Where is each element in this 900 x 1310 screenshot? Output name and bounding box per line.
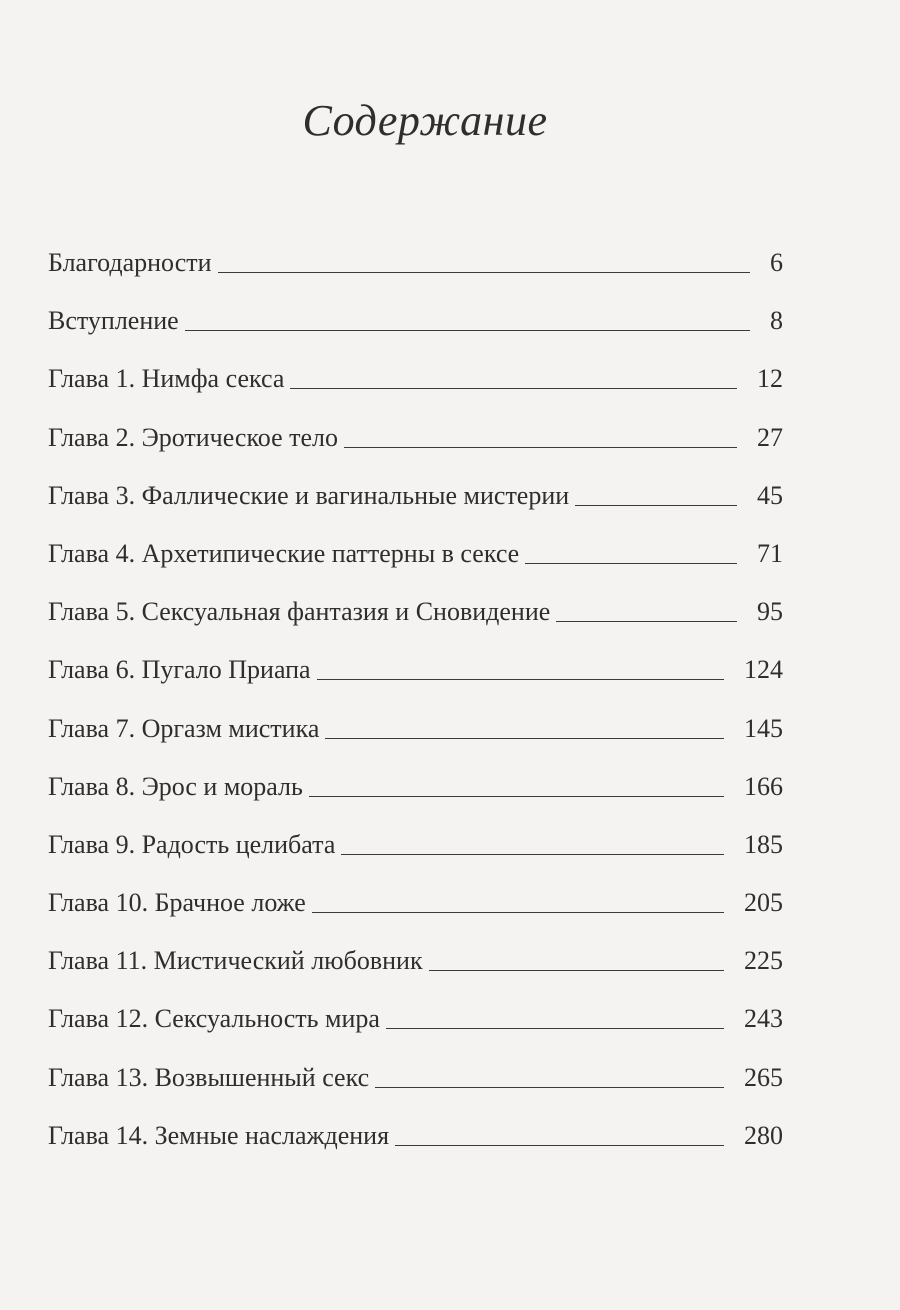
- toc-leader-line: [556, 621, 737, 622]
- toc-entry-page: 45: [757, 480, 783, 510]
- toc-leader-line: [185, 330, 750, 331]
- toc-entry-page: 185: [744, 829, 783, 859]
- toc-entry[interactable]: [48, 714, 783, 772]
- toc-entry-page: 8: [770, 306, 783, 336]
- toc-leader-line: [218, 272, 750, 273]
- toc-entry-page: 6: [770, 248, 783, 277]
- toc-entry-page: 265: [744, 1062, 783, 1092]
- toc-leader-line: [309, 796, 724, 797]
- toc-entry[interactable]: [48, 655, 783, 713]
- toc-leader-line: [575, 505, 737, 506]
- toc-entry[interactable]: [48, 423, 783, 481]
- toc-entry[interactable]: [48, 1004, 783, 1062]
- toc-entry-label: Глава 6. Пугало Приапа: [48, 655, 311, 685]
- toc-entry[interactable]: [48, 1063, 783, 1121]
- toc-leader-line: [386, 1028, 724, 1029]
- toc-leader-line: [341, 854, 724, 855]
- toc-leader-line: [325, 738, 724, 739]
- toc-entry-label: Глава 3. Фаллические и вагинальные мистерии: [48, 480, 570, 510]
- toc-entry[interactable]: [48, 1121, 783, 1179]
- toc-entry[interactable]: [48, 888, 783, 946]
- toc-entry[interactable]: [48, 539, 783, 597]
- toc-entry-label: Вступление: [48, 306, 179, 336]
- toc-leader-line: [395, 1145, 724, 1146]
- toc-entry-label: Глава 4. Архетипические паттерны в сексе: [48, 538, 520, 568]
- toc-entry-label: Глава 5. Сексуальная фантазия и Сновидение: [48, 597, 551, 627]
- toc-entry-label: Благодарности: [48, 248, 212, 277]
- toc-entry-label: Глава 12. Сексуальность мира: [48, 1004, 380, 1034]
- toc-entry-label: Глава 9. Радость целибата: [48, 829, 336, 859]
- toc-entry-page: 12: [757, 364, 783, 394]
- toc-entry[interactable]: [48, 248, 783, 306]
- toc-entry-page: 243: [744, 1004, 783, 1034]
- toc-entry-label: Глава 8. Эрос и мораль: [48, 771, 303, 801]
- toc-entry-label: Глава 7. Оргазм мистика: [48, 713, 320, 743]
- toc-leader-line: [317, 679, 724, 680]
- toc-leader-line: [429, 970, 724, 971]
- toc-entry[interactable]: [48, 772, 783, 830]
- toc-entry-page: 71: [757, 538, 783, 568]
- toc-leader-line: [525, 563, 737, 564]
- toc-leader-line: [312, 912, 724, 913]
- toc-entry-page: 205: [744, 888, 783, 918]
- table-of-contents: [48, 248, 783, 1179]
- toc-entry-page: 145: [744, 713, 783, 743]
- toc-entry-page: 225: [744, 946, 783, 976]
- toc-leader-line: [290, 388, 737, 389]
- toc-leader-line: [375, 1087, 724, 1088]
- toc-entry-page: 95: [757, 597, 783, 627]
- toc-entry[interactable]: [48, 364, 783, 422]
- toc-entry-page: 124: [744, 655, 783, 685]
- toc-entry-page: 280: [744, 1120, 783, 1150]
- toc-entry-label: Глава 11. Мистический любовник: [48, 946, 423, 976]
- toc-entry-label: Глава 14. Земные наслаждения: [48, 1120, 390, 1150]
- toc-entry[interactable]: [48, 597, 783, 655]
- toc-entry[interactable]: [48, 946, 783, 1004]
- toc-entry-label: Глава 2. Эротическое тело: [48, 422, 339, 452]
- toc-entry[interactable]: [48, 830, 783, 888]
- toc-entry[interactable]: [48, 306, 783, 364]
- toc-entry-page: 166: [744, 771, 783, 801]
- toc-entry-label: Глава 10. Брачное ложе: [48, 888, 306, 918]
- toc-entry-label: Глава 13. Возвышенный секс: [48, 1062, 370, 1092]
- toc-entry[interactable]: [48, 481, 783, 539]
- page-title: Содержание: [302, 96, 548, 145]
- toc-entry-label: Глава 1. Нимфа секса: [48, 364, 285, 394]
- toc-entry-page: 27: [757, 422, 783, 452]
- toc-leader-line: [344, 447, 737, 448]
